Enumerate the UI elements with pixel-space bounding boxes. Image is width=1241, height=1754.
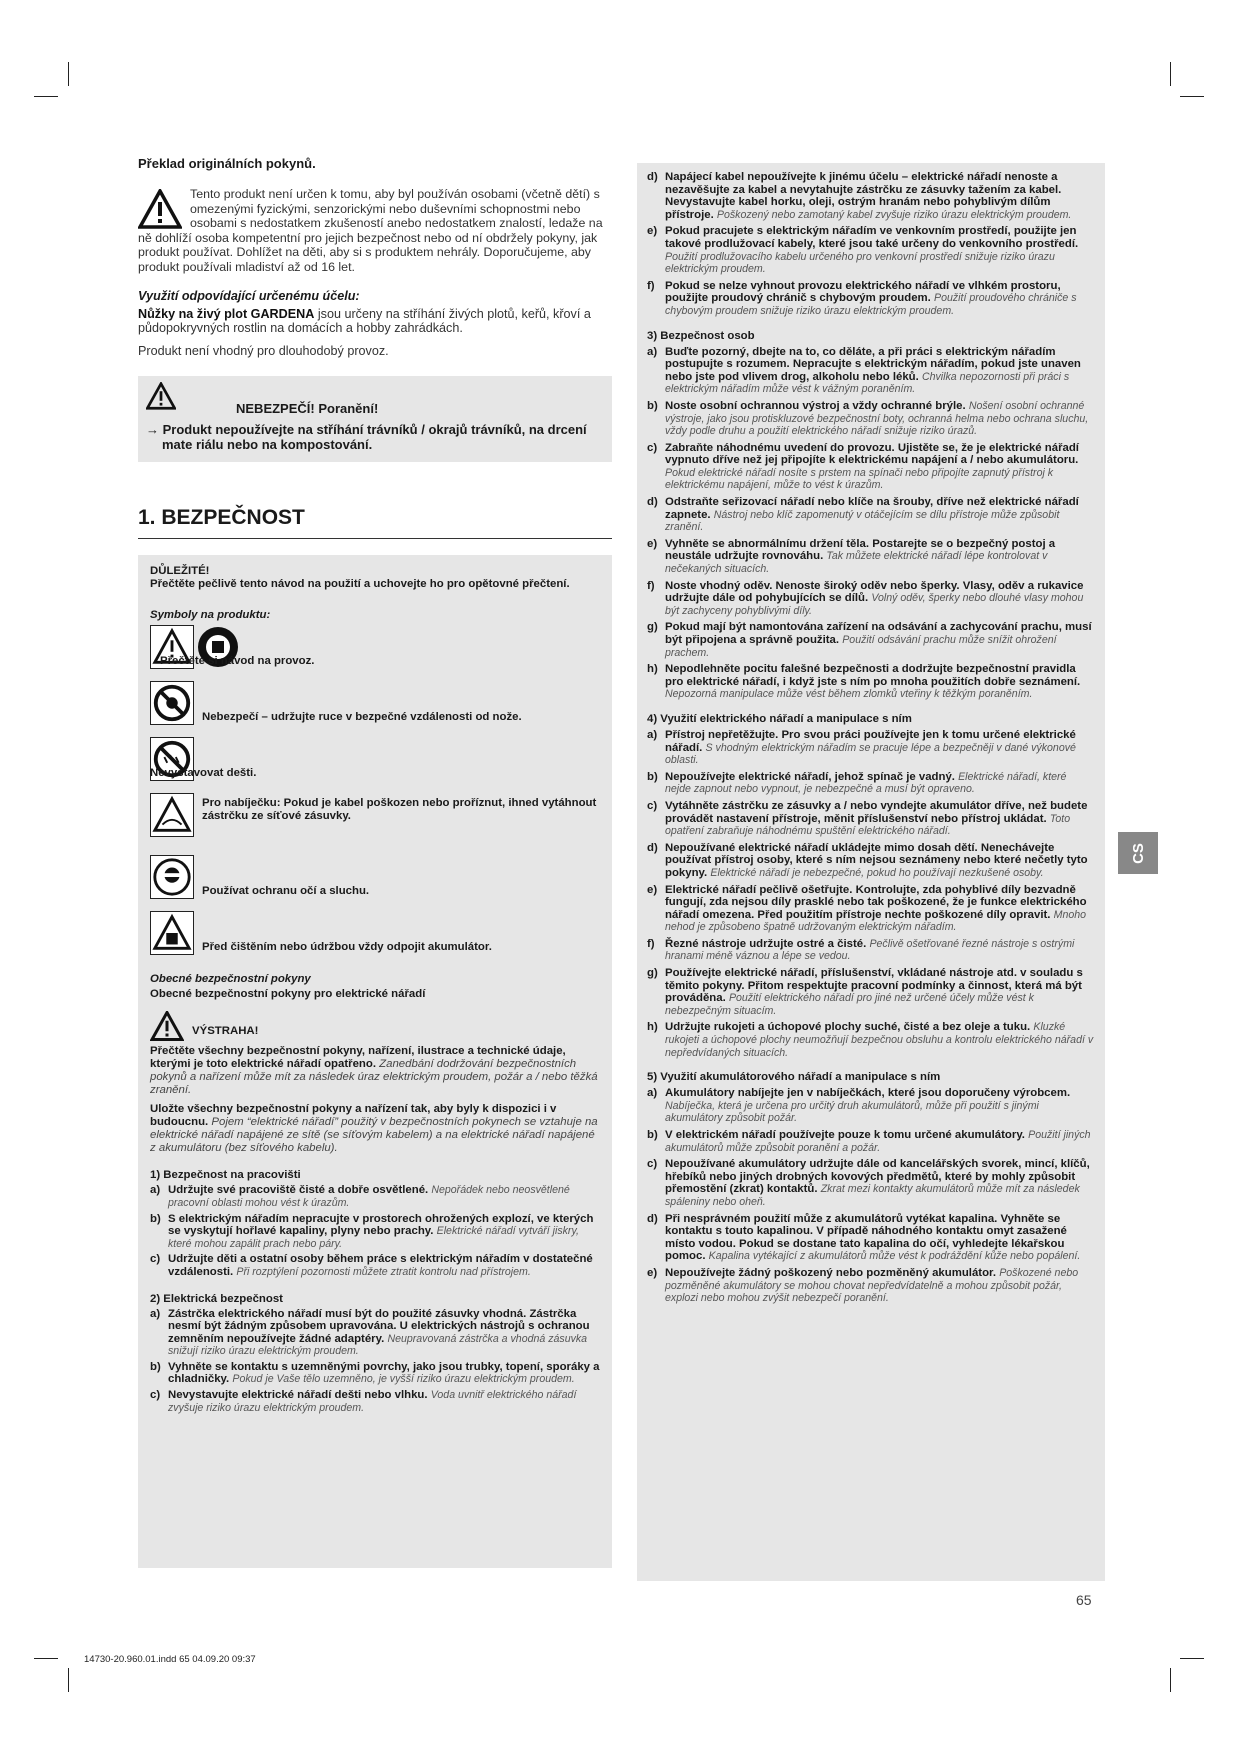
item-marker: b) xyxy=(647,399,658,412)
list-item xyxy=(150,1184,600,1209)
list-item xyxy=(647,580,1095,618)
crop-mark xyxy=(1180,1658,1204,1659)
intro-warning xyxy=(138,187,612,275)
list-item xyxy=(647,663,1095,701)
use-paragraph xyxy=(138,307,612,336)
item-bold: Elektrické nářadí pečlivě ošetřujte. Kontrolujte, zda pohyblivé díly bezvadně fungují, zda nejsou díly prasklé nebo tak poškozené, že je funkce elektrického nářadí omezena. Před použitím přístroje nechte poškozené díly opravit. xyxy=(665,883,1087,921)
use-note: Produkt není vhodný pro dlouhodobý provoz. xyxy=(138,343,389,358)
crop-mark xyxy=(1170,1668,1171,1692)
list-item xyxy=(647,225,1095,275)
item-bold: Nepoužívané akumulátory udržujte dále od kancelářských svorek, mincí, klíčů, hřebíků nebo jiných drobných kovových předmětů, které by mohly způsobit přemostění (zkrat) kontaktů. xyxy=(665,1158,1090,1196)
item-italic: Elektrické nářadí vytváří jiskry, které mohou zapálit prach nebo páry. xyxy=(168,1225,579,1250)
item-bold: Buďte pozorný, dbejte na to, co děláte, a při práci s elektrickým nářadím postupujte s rozumem. Nepracujte s elektrickým nářadím, pokud jste unaven nebo jste pod vlivem drog, alkoholu nebo léků. xyxy=(665,345,1081,383)
list-item xyxy=(647,967,1095,1017)
item-bold: Přístroj nepřetěžujte. Pro svou práci používejte jen k tomu určené elektrické nářadí. xyxy=(665,728,1076,754)
item-bold: Vyhněte se kontaktu s uzemněnými povrchy, jako jsou trubky, topení, sporáky a chladničky. xyxy=(168,1360,600,1386)
right-column xyxy=(637,163,1105,1581)
list-item xyxy=(647,800,1095,838)
item-italic: Nošení osobní ochranné výstroje, jako jsou protiskluzové bezpečnostní boty, ochranná helma nebo ochrana sluchu, vždy podle druhu a použití elektrického nářadí snižuje riziko úrazů. xyxy=(665,399,1089,438)
item-marker: f) xyxy=(647,279,655,292)
item-marker: g) xyxy=(647,967,658,980)
item-marker: a) xyxy=(647,1087,658,1100)
item-bold: Nevystavujte elektrické nářadí dešti nebo vlhku. xyxy=(168,1389,431,1402)
electrical-list-cont xyxy=(647,171,1095,318)
item-marker: b) xyxy=(150,1360,161,1373)
symbol-text: Používat ochranu očí a sluchu. xyxy=(202,885,370,898)
intro-warning-text: Tento produkt není určen k tomu, aby byl používán osobami (včetně dětí) s omezenými fyzickými, senzorickými nebo duševními schopnostmi nebo osobami s nedostatkem zkušeností anebo nedostatkem znalostí, ledaže na ně dohlíží osoba kompetentní pro jejich bezpečnost nebo od ní obdržely pokyny, jak produkt používat. Dohlížet na děti, aby si s produktem nehrály. Doporučujeme, aby produkt používali mladiství až od 16 let. xyxy=(138,187,603,274)
item-marker: c) xyxy=(150,1389,161,1402)
danger-triangle-icon xyxy=(146,382,176,410)
item-bold: Noste vhodný oděv. Nenoste široký oděv nebo šperky. Vlasy, oděv a rukavice udržujte dále od pohybujících se dílů. xyxy=(665,579,1084,605)
item-italic: Volný oděv, šperky nebo dlouhé vlasy mohou být zachyceny pohyblivými díly. xyxy=(665,592,1084,617)
item-marker: f) xyxy=(647,937,655,950)
item-marker: h) xyxy=(647,663,658,676)
item-bold: Nepoužívejte elektrické nářadí, jehož spínač je vadný. xyxy=(665,770,959,783)
item-italic: Nabíječka, která je určena pro určitý druh akumulátorů, může při použití s jinými akumulátory způsobit požár. xyxy=(665,1099,1039,1125)
list-item xyxy=(150,1361,600,1386)
list-item xyxy=(647,1267,1095,1305)
symbol-text: Nevystavovat dešti. xyxy=(150,767,257,780)
general-heading: Obecné bezpečnostní pokyny xyxy=(150,973,311,986)
item-marker: e) xyxy=(647,883,658,896)
item-italic: Nástroj nebo klíč zapomenutý v otáčejícím se dílu přístroje může způsobit zranění. xyxy=(665,508,1060,534)
language-tab-label: CS xyxy=(1129,842,1147,864)
warn-paragraph xyxy=(150,1045,600,1097)
list-item xyxy=(647,621,1095,659)
item-italic: Poškozené nebo pozměněné akumulátory se mohou chovat nepředvídatelně a mohou způsobit požár, explozi nebo mohou zvýšit nebezpečí poranění. xyxy=(665,1266,1079,1305)
danger-text: → Produkt nepoužívejte na stříhání trávníků / okrajů trávníků, na drcení mate riálu nebo na kompostování. xyxy=(146,422,587,453)
item-marker: h) xyxy=(647,1021,658,1034)
item-italic: Použití elektrického nářadí pro jiné než určené účely může vést k nebezpečným situacím. xyxy=(665,992,1034,1017)
item-marker: f) xyxy=(647,579,655,592)
symbol-text: Před čištěním nebo údržbou vždy odpojit akumulátor. xyxy=(202,941,492,954)
use-text: jsou určeny na stříhání živých plotů, keřů, křoví a půdopokryvných rostlin na domácích a hobby zahrádkách. xyxy=(138,306,591,336)
item-italic: Pokud je Vaše tělo uzemněno, je vyšší riziko úrazu elektrickým proudem. xyxy=(232,1373,575,1386)
symbol-row xyxy=(150,911,600,963)
keep-italic: Pojem “elektrické nářadí” použitý v bezpečnostních pokynech se vztahuje na elektrické nářadí napájené ze sítě (se síťovým kabelem) a na elektrické nářadí napájené z akumulátoru (bez síťového kabelu). xyxy=(150,1116,598,1155)
item-marker: e) xyxy=(647,225,658,238)
keep-bold: Uložte všechny bezpečnostní pokyny a nařízení tak, aby byly k dispozici i v budoucnu. xyxy=(150,1103,557,1129)
warn-bold: Přečtěte všechny bezpečnostní pokyny, nařízení, ilustrace a technické údaje, kterými je toto elektrické nářadí opatřeno. xyxy=(150,1045,566,1071)
language-tab xyxy=(1118,832,1158,874)
list-item xyxy=(150,1213,600,1251)
section-heading: 5) Využití akumulátorového nářadí a manipulace s ním xyxy=(647,1071,941,1084)
item-italic: Chvilka nepozornosti při práci s elektrickým nářadím může vést k vážným poraněním. xyxy=(665,370,1070,396)
important-text: Přečtěte pečlivě tento návod na použití a uchovejte ho pro opětovné přečtení. xyxy=(150,578,570,591)
keep-paragraph xyxy=(150,1103,600,1155)
item-marker: d) xyxy=(647,841,658,854)
list-item xyxy=(647,496,1095,534)
use-heading: Využití odpovídající určenému účelu: xyxy=(138,288,360,303)
symbol-row xyxy=(150,625,600,677)
item-bold: Pokud mají být namontována zařízení na odsávání a zachycování prachu, musí být připojena a správně použita. xyxy=(665,621,1092,646)
list-item xyxy=(150,1308,600,1358)
item-marker: e) xyxy=(647,537,658,550)
symbol-row xyxy=(150,855,600,907)
crop-mark xyxy=(68,62,69,86)
item-italic: Použití proudového chrániče s chybovým proudem snižuje riziko úrazu elektrickým proudem. xyxy=(665,292,1077,317)
warning-triangle-icon xyxy=(138,189,182,229)
section-heading: 1) Bezpečnost na pracovišti xyxy=(150,1169,301,1182)
symbol-row xyxy=(150,793,600,851)
list-item xyxy=(647,280,1095,318)
page-number: 65 xyxy=(1076,1592,1092,1608)
item-italic: Tak můžete elektrické nářadí lépe kontrolovat v nečekaných situacích. xyxy=(665,550,1048,576)
list-item xyxy=(647,442,1095,492)
cable-damage-icon xyxy=(150,793,194,837)
item-bold: Nepoužívané elektrické nářadí ukládejte mimo dosah dětí. Nenechávejte používat přístroj osoby, které s ním nejsou seznámeny nebo které nečetly tyto pokyny. xyxy=(665,841,1088,879)
list-item xyxy=(647,771,1095,796)
item-italic: Pokud elektrické nářadí nosíte s prstem na spínači nebo připojíte zapnutý přístroj k elektrickému napájení, může to vést k úrazům. xyxy=(665,466,1054,492)
warning-row xyxy=(150,1011,600,1041)
list-item xyxy=(647,171,1095,221)
general-sub: Obecné bezpečnostní pokyny pro elektrické nářadí xyxy=(150,988,426,1001)
item-marker: e) xyxy=(647,1266,658,1279)
personal-safety-list xyxy=(647,346,1095,701)
list-item xyxy=(150,1253,600,1278)
item-italic: S vhodným elektrickým nářadím se pracuje lépe a bezpečněji v dané výkonové oblasti. xyxy=(665,741,1076,767)
item-bold: Používejte elektrické nářadí, příslušenství, vkládané nástroje atd. v souladu s těmito pokyny. Přitom respektujte pracovní podmínky a činnost, která má být prováděna. xyxy=(665,967,1083,1005)
item-bold: V elektrickém nářadí používejte pouze k tomu určené akumulátory. xyxy=(665,1129,1029,1141)
item-marker: c) xyxy=(647,1158,658,1171)
item-marker: a) xyxy=(150,1307,161,1320)
item-bold: Pokud se nelze vyhnout provozu elektrického nářadí ve vlhkém prostoru, použijte proudový chránič s chybovým proudem. xyxy=(665,279,1061,305)
safety-box xyxy=(138,555,612,1568)
item-marker: g) xyxy=(647,621,658,634)
item-italic: Použití odsávání prachu může snížit ohrožení prachem. xyxy=(665,634,1057,659)
list-item xyxy=(647,1087,1095,1125)
work-area-list xyxy=(150,1184,600,1278)
symbol-text: Pro nabíječku: Pokud je kabel poškozen nebo proříznut, ihned vytáhnout zástrčku ze síťové zásuvky. xyxy=(202,797,597,823)
item-marker: c) xyxy=(647,441,658,454)
list-item xyxy=(647,1213,1095,1263)
crop-mark xyxy=(1180,96,1204,97)
item-marker: c) xyxy=(647,799,658,812)
important-label: DŮLEŽITÉ! xyxy=(150,565,210,578)
item-bold: S elektrickým nářadím nepracujte v prostorech ohrožených explozí, ve kterých se vyskytují hořlavé kapaliny, plyny nebo prachy. xyxy=(168,1212,594,1238)
hands-away-icon xyxy=(150,681,194,725)
symbol-text: Nebezpečí – udržujte ruce v bezpečné vzdálenosti od nože. xyxy=(202,711,522,724)
item-italic: Nepozorná manipulace může vést během zlomků vteřiny k těžkým poraněním. xyxy=(665,688,1033,701)
item-bold: Řezné nástroje udržujte ostré a čisté. xyxy=(665,937,870,950)
item-italic: Kapalina vytékající z akumulátorů může vést k podráždění kůže nebo popálení. xyxy=(708,1250,1081,1263)
item-bold: Vytáhněte zástrčku ze zásuvky a / nebo vyndejte akumulátor dříve, než budete provádět nastavení přístroje, měnit příslušenství nebo přístroj ukládat. xyxy=(665,799,1088,825)
symbol-row xyxy=(150,737,600,789)
item-italic: Při rozptýlení pozornosti můžete ztratit kontrolu nad přístrojem. xyxy=(236,1265,531,1278)
item-marker: d) xyxy=(647,171,658,183)
item-marker: b) xyxy=(150,1212,161,1225)
item-bold: Udržujte děti a ostatní osoby během práce s elektrickým nářadím v dostatečné vzdálenosti. xyxy=(168,1253,593,1278)
item-bold: Udržujte rukojeti a úchopové plochy suché, čisté a bez oleje a tuku. xyxy=(665,1021,1034,1034)
crop-mark xyxy=(34,96,58,97)
list-item xyxy=(647,884,1095,934)
item-italic: Zkrat mezi kontakty akumulátorů může mít za následek spáleniny nebo oheň. xyxy=(665,1183,1080,1208)
warn-italic: Zanedbání dodržování bezpečnostních pokynů a nařízení může mít za následek úraz elektrickým proudem, požár a / nebo těžká zranění. xyxy=(150,1058,598,1097)
item-marker: d) xyxy=(647,496,658,509)
section-title: 1. BEZPEČNOST xyxy=(138,506,612,539)
item-marker: c) xyxy=(150,1253,161,1266)
item-italic: Použití prodlužovacího kabelu určeného pro venkovní prostředí snižuje riziko úrazu elektrickým proudem. xyxy=(665,250,1055,276)
item-bold: Při nesprávném použití může z akumulátorů vytékat kapalina. Vyhněte se kontaktu s touto kapalinou. V případě náhodného kontaktu omyt zasažené místo vodou. Pokud se dostane tato kapalina do očí, vyhledejte lékařskou pomoc. xyxy=(665,1212,1067,1263)
item-marker: b) xyxy=(647,770,658,783)
battery-list xyxy=(647,1087,1095,1305)
electrical-list xyxy=(150,1308,600,1415)
danger-title: NEBEZPEČÍ! Poranění! xyxy=(236,401,379,417)
left-column xyxy=(138,156,612,1568)
item-italic: Použití jiných akumulátorů může způsobit poranění a požár. xyxy=(665,1129,1091,1154)
symbol-row xyxy=(150,681,600,733)
list-item xyxy=(647,400,1095,438)
item-italic: Kluzké rukojeti a úchopové plochy neumožňují bezpečnou obsluhu a kontrolu elektrického nářadí v nepředvídaných situacích. xyxy=(665,1021,1094,1059)
item-marker: d) xyxy=(647,1212,658,1225)
item-bold: Noste osobní ochrannou výstroj a vždy ochranné brýle. xyxy=(665,399,969,412)
list-item xyxy=(647,842,1095,880)
item-bold: Zástrčka elektrického nářadí musí být do použité zásuvky vhodná. Zástrčka nesmí být žádným způsobem upravována. U elektrických nástrojů s ochranou zemněním nepoužívejte žádné adaptéry. xyxy=(168,1307,590,1345)
item-bold: Odstraňte seřizovací nářadí nebo klíče na šrouby, dříve než elektrické nářadí zapnete. xyxy=(665,496,1079,521)
section-heading: 3) Bezpečnost osob xyxy=(647,329,755,342)
crop-mark xyxy=(34,1658,58,1659)
item-italic: Voda uvnitř elektrického nářadí zvyšuje riziko úrazu elektrickým proudem. xyxy=(168,1389,577,1414)
item-bold: Pokud pracujete s elektrickým nářadím ve venkovním prostředí, použijte jen takové prodlužovací kabely, které jsou také určeny do venkovního prostředí. xyxy=(665,225,1079,250)
list-item xyxy=(647,538,1095,576)
section-heading: 2) Elektrická bezpečnost xyxy=(150,1292,283,1305)
tool-use-list xyxy=(647,729,1095,1059)
symbols-heading: Symboly na produktu: xyxy=(150,609,271,622)
item-marker: a) xyxy=(150,1184,161,1197)
crop-mark xyxy=(68,1668,69,1692)
list-item xyxy=(647,938,1095,963)
item-bold: Udržujte své pracoviště čisté a dobře osvětlené. xyxy=(168,1184,432,1197)
product-name: Nůžky na živý plot GARDENA xyxy=(138,306,315,321)
item-bold: Akumulátory nabíjejte jen v nabíječkách, které jsou doporučeny výrobcem. xyxy=(665,1087,1071,1100)
item-bold: Nepoužívejte žádný poškozený nebo pozměněný akumulátor. xyxy=(665,1266,1000,1279)
item-marker: a) xyxy=(647,345,658,358)
warning-label: VÝSTRAHA! xyxy=(192,1025,259,1038)
item-italic: Neupravovaná zástrčka a vhodná zásuvka snižují riziko úrazu elektrickým proudem. xyxy=(168,1332,588,1358)
danger-box xyxy=(138,376,612,462)
eye-ear-protection-icon xyxy=(150,855,194,899)
print-footer: 14730-20.960.01.indd 65 04.09.20 09:37 xyxy=(84,1654,256,1665)
item-italic: Elektrické nářadí je nebezpečné, pokud ho používají nezkušené osoby. xyxy=(710,866,1044,879)
list-item xyxy=(647,729,1095,767)
item-bold: Nepodlehněte pocitu falešné bezpečnosti a dodržujte bezpečnostní pravidla pro elektrické nářadí, i když jste s ním po mnoha použitích dobře seznámení. xyxy=(665,663,1081,688)
item-italic: Pečlivě ošetřované řezné nástroje s ostrými hranami méně váznou a lépe se vedou. xyxy=(665,937,1075,963)
list-item xyxy=(647,1129,1095,1154)
section-heading: 4) Využití elektrického nářadí a manipulace s ním xyxy=(647,712,912,725)
item-marker: a) xyxy=(647,728,658,741)
list-item xyxy=(647,1158,1095,1208)
list-item xyxy=(647,1021,1095,1059)
intro-heading: Překlad originálních pokynů. xyxy=(138,156,316,171)
item-italic: Elektrické nářadí, které nejde zapnout nebo vypnout, je nebezpečné a musí být opraveno. xyxy=(665,770,1067,796)
list-item xyxy=(150,1389,600,1414)
disconnect-battery-icon xyxy=(150,911,194,955)
item-italic: Nepořádek nebo neosvětlené pracovní oblasti mohou vést k úrazům. xyxy=(168,1184,570,1209)
symbol-text: Přečtěte si návod na provoz. xyxy=(160,655,315,668)
item-italic: Poškozený nebo zamotaný kabel zvyšuje riziko úrazu elektrickým proudem. xyxy=(716,208,1072,221)
warning-triangle-icon xyxy=(150,1011,184,1041)
item-italic: Mnoho nehod je způsobeno špatně udržovaným elektrickým nářadím. xyxy=(665,908,1087,934)
item-italic: Toto opatření zabraňuje náhodnému spuštění elektrického nářadí. xyxy=(665,812,1071,838)
item-bold: Napájecí kabel nepoužívejte k jinému účelu – elektrické nářadí nenoste a nezavěšujte za kabel a nevytahujte zástrčku ze zásuvky tažením za kabel. Nevystavujte kabel horku, oleji, ostrým hranám nebo pohyblivým dílům přístroje. xyxy=(665,171,1062,221)
item-marker: b) xyxy=(647,1129,658,1141)
crop-mark xyxy=(1170,62,1171,86)
list-item xyxy=(647,346,1095,396)
item-bold: Zabraňte náhodnému uvedení do provozu. Ujistěte se, že je elektrické nářadí vypnuto dříve než jej připojíte k elektrickému napájení a / nebo akumulátoru. xyxy=(665,441,1079,467)
item-bold: Vyhněte se abnormálnímu držení těla. Postarejte se o bezpečný postoj a neustále udržujte rovnováhu. xyxy=(665,537,1056,563)
